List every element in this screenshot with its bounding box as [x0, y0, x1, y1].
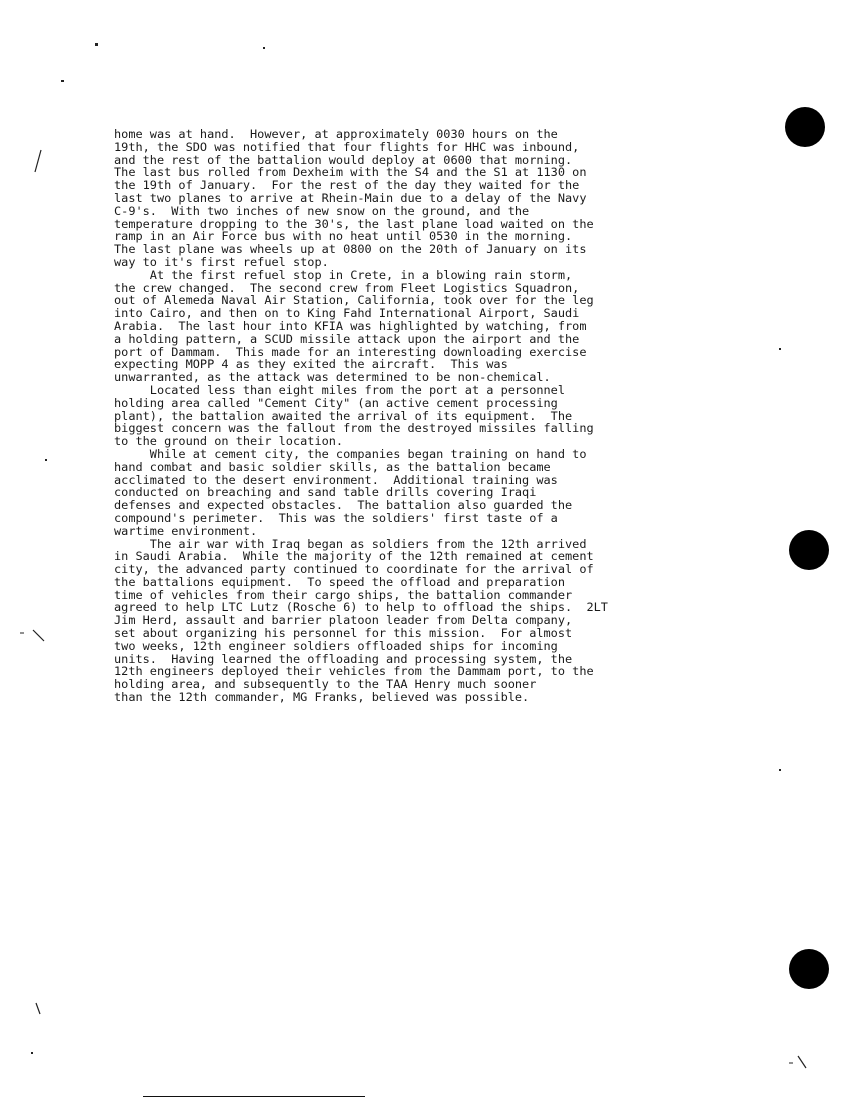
text-line: than the 12th commander, MG Franks, believed was possible. — [114, 690, 530, 705]
text-line: units. Having learned the offloading and processing system, the — [114, 651, 573, 666]
text-line: hand combat and basic soldier skills, as the battalion became — [114, 459, 551, 474]
text-line: unwarranted, as the attack was determined to be non-chemical. — [114, 370, 551, 385]
text-line: 19th, the SDO was notified that four flights for HHC was inbound, — [114, 139, 580, 154]
text-line: into Cairo, and then on to King Fahd International Airport, Saudi — [114, 306, 580, 321]
text-line: biggest concern was the fallout from the destroyed missiles falling — [114, 421, 594, 436]
text-line: acclimated to the desert environment. Additional training was — [114, 472, 558, 487]
text-line: time of vehicles from their cargo ships, the battalion commander — [114, 587, 573, 602]
text-line: holding area, and subsequently to the TAA Henry much sooner — [114, 677, 537, 692]
text-line: wartime environment. — [114, 523, 258, 538]
text-line: way to it's first refuel stop. — [114, 254, 329, 269]
text-line: a holding pattern, a SCUD missile attack upon the airport and the — [114, 331, 580, 346]
text-line: city, the advanced party continued to coordinate for the arrival of — [114, 562, 594, 577]
text-line: At the first refuel stop in Crete, in a blowing rain storm, — [114, 267, 573, 282]
text-line: set about organizing his personnel for this mission. For almost — [114, 626, 573, 641]
report-text — [114, 128, 684, 704]
text-line: holding area called "Cement City" (an active cement processing — [114, 395, 558, 410]
text-line: the battalions equipment. To speed the offload and preparation — [114, 574, 566, 589]
text-line: plant), the battalion awaited the arrival of its equipment. The — [114, 408, 573, 423]
text-line: The last plane was wheels up at 0800 on the 20th of January on its — [114, 242, 587, 257]
text-line: compound's perimeter. This was the soldiers' first taste of a — [114, 510, 558, 525]
text-line: the crew changed. The second crew from Fleet Logistics Squadron, — [114, 280, 580, 295]
text-line: The air war with Iraq began as soldiers from the 12th arrived — [114, 536, 587, 551]
text-line: agreed to help LTC Lutz (Rosche 6) to help to offload the ships. 2LT — [114, 600, 608, 615]
text-line: home was at hand. However, at approximately 0030 hours on the — [114, 127, 558, 141]
text-line: defenses and expected obstacles. The battalion also guarded the — [114, 498, 573, 513]
text-line: Located less than eight miles from the port at a personnel — [114, 382, 566, 397]
text-line: the 19th of January. For the rest of the day they waited for the — [114, 178, 580, 193]
text-line: last two planes to arrive at Rhein-Main due to a delay of the Navy — [114, 190, 587, 205]
text-line: two weeks, 12th engineer soldiers offloaded ships for incoming — [114, 638, 558, 653]
text-line: Arabia. The last hour into KFIA was highlighted by watching, from — [114, 318, 587, 333]
text-line: While at cement city, the companies began training on hand to — [114, 446, 587, 461]
footnote-rule — [143, 1096, 365, 1097]
text-line: ramp in an Air Force bus with no heat until 0530 in the morning. — [114, 229, 573, 244]
text-line: out of Alemeda Naval Air Station, California, took over for the leg — [114, 293, 594, 308]
text-line: 12th engineers deployed their vehicles from the Dammam port, to the — [114, 664, 594, 679]
text-line: port of Dammam. This made for an interesting downloading exercise — [114, 344, 587, 359]
text-line: to the ground on their location. — [114, 434, 344, 449]
text-line: in Saudi Arabia. While the majority of the 12th remained at cement — [114, 549, 594, 564]
text-line: The last bus rolled from Dexheim with the S4 and the S1 at 1130 on — [114, 165, 587, 180]
text-line: C-9's. With two inches of new snow on the ground, and the — [114, 203, 530, 218]
text-line: temperature dropping to the 30's, the last plane load waited on the — [114, 216, 594, 231]
text-line: conducted on breaching and sand table drills covering Iraqi — [114, 485, 537, 500]
text-line: and the rest of the battalion would deploy at 0600 that morning. — [114, 152, 573, 167]
text-line: Jim Herd, assault and barrier platoon leader from Delta company, — [114, 613, 573, 628]
text-line: expecting MOPP 4 as they exited the aircraft. This was — [114, 357, 508, 372]
